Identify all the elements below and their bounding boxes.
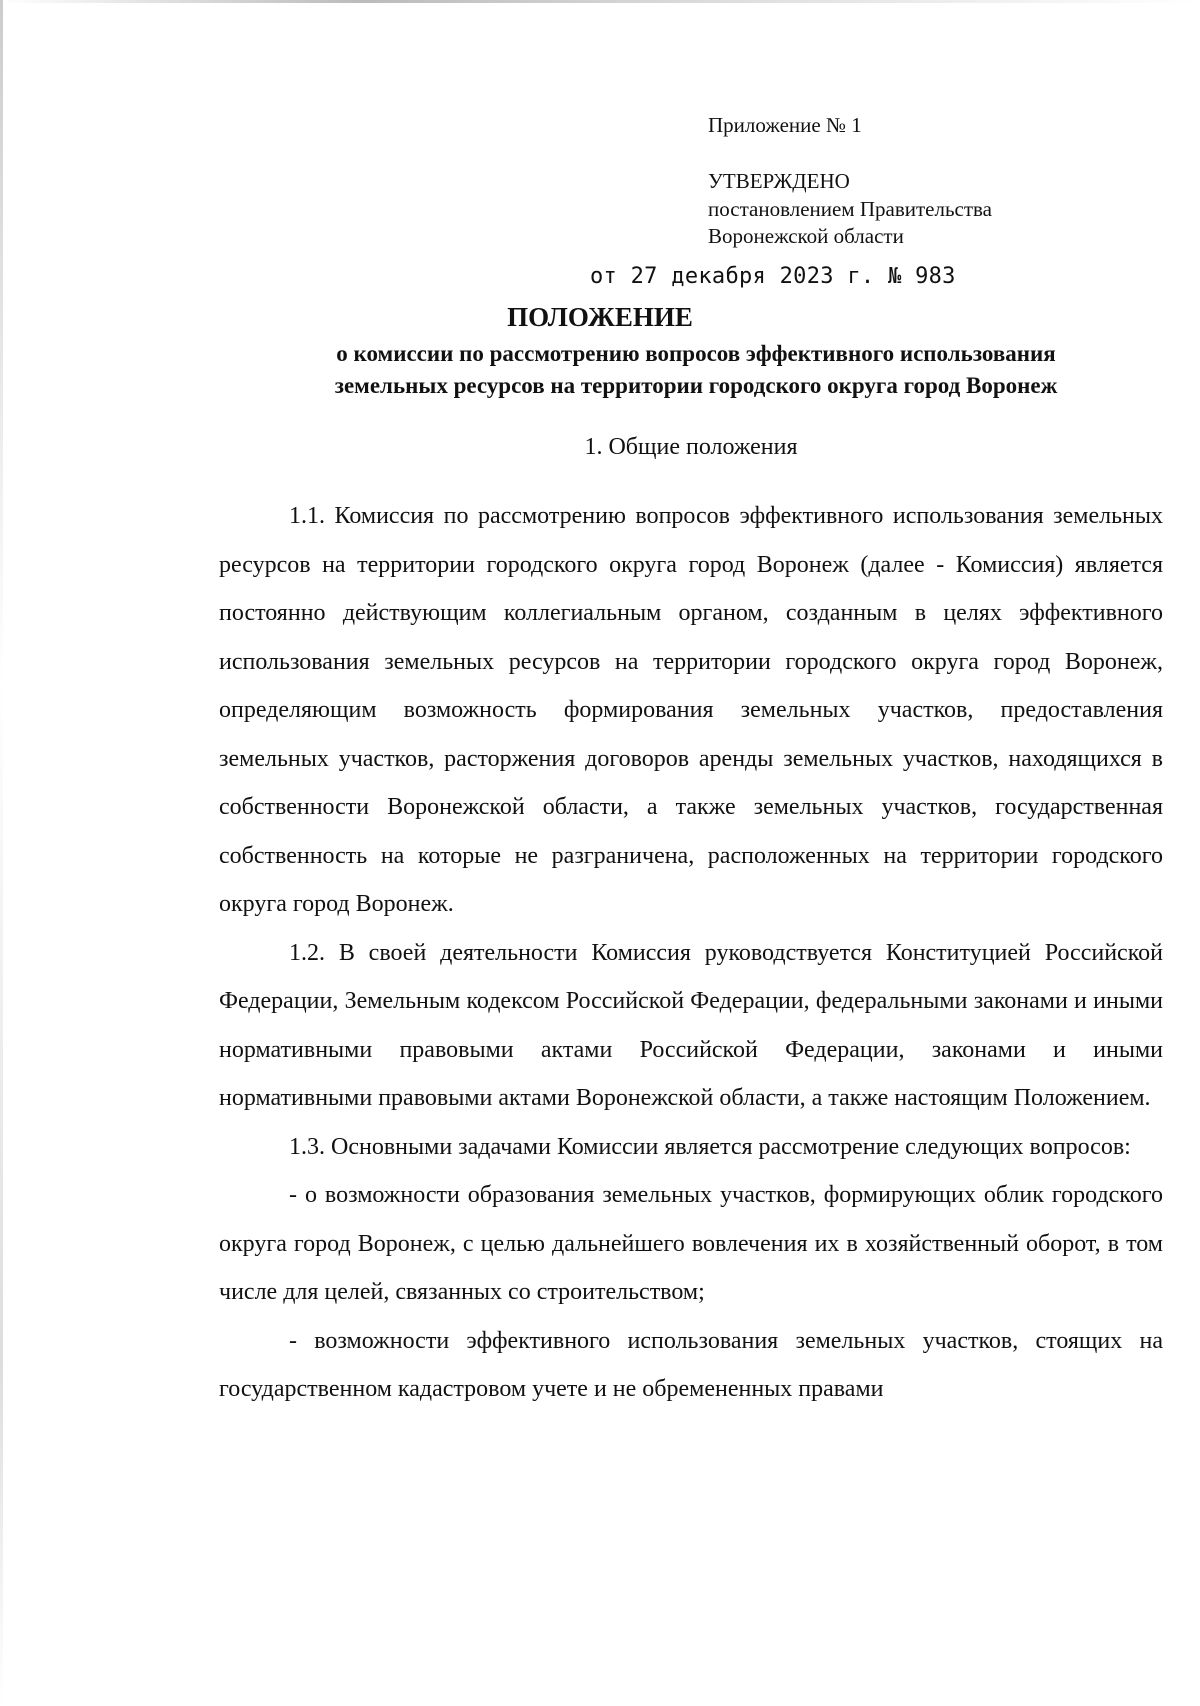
resolution-date: от 27 декабря 2023 г. № 983 (590, 264, 956, 289)
paragraph-1-3: 1.3. Основными задачами Комиссии является рассмотрение следующих вопросов: (289, 1133, 1131, 1160)
appendix-number: Приложение № 1 (708, 113, 862, 137)
paragraph-1-2: 1.2. В своей деятельности Комиссия руководствуется Конституцией Российской Федерации, Земельным кодексом Российской Федерации, федеральными законами и иными нормативными правовыми актами Российской Федерации, законами и иными нормативными правовыми актами Воронежской области, а также настоящим Положением. (219, 939, 1163, 1111)
approval-authority-line1: постановлением Правительства (708, 197, 993, 221)
list-item: - возможности эффективного использования земельных участков, стоящих на государственном кадастровом учете и не обремененных правами (219, 1327, 1163, 1402)
document-subtitle (0, 338, 1200, 402)
section-heading: 1. Общие положения (584, 434, 798, 460)
paragraph-1-1: 1.1. Комиссия по рассмотрению вопросов эффективного использования земельных ресурсов на территории городского округа город Воронеж (далее - Комиссия) является постоянно действующим коллегиальным органом, созданным в целях эффективного использования земельных ресурсов на территории городского округа город Воронеж, определяющим возможность формирования земельных участков, предоставления земельных участков, расторжения договоров аренды земельных участков, находящихся в собственности Воронежской области, а также земельных участков, государственная собственность на которые не разграничена, расположенных на территории городского округа город Воронеж. (219, 503, 1163, 917)
document-title: ПОЛОЖЕНИЕ (507, 302, 693, 332)
scan-edge-top (0, 0, 1200, 3)
list-item: - о возможности образования земельных участков, формирующих облик городского округа город Воронеж, с целью дальнейшего вовлечения их в хозяйственный оборот, в том числе для целей, связанных со строительством; (219, 1182, 1163, 1305)
scan-edge-left (0, 0, 3, 1706)
subtitle-line-1: о комиссии по рассмотрению вопросов эффективного использования (336, 341, 1056, 366)
approval-authority-line2: Воронежской области (708, 224, 904, 248)
approval-label: УТВЕРЖДЕНО (708, 169, 850, 193)
document-body (219, 492, 1163, 1414)
subtitle-line-2: земельных ресурсов на территории городского округа город Воронеж (334, 373, 1058, 398)
